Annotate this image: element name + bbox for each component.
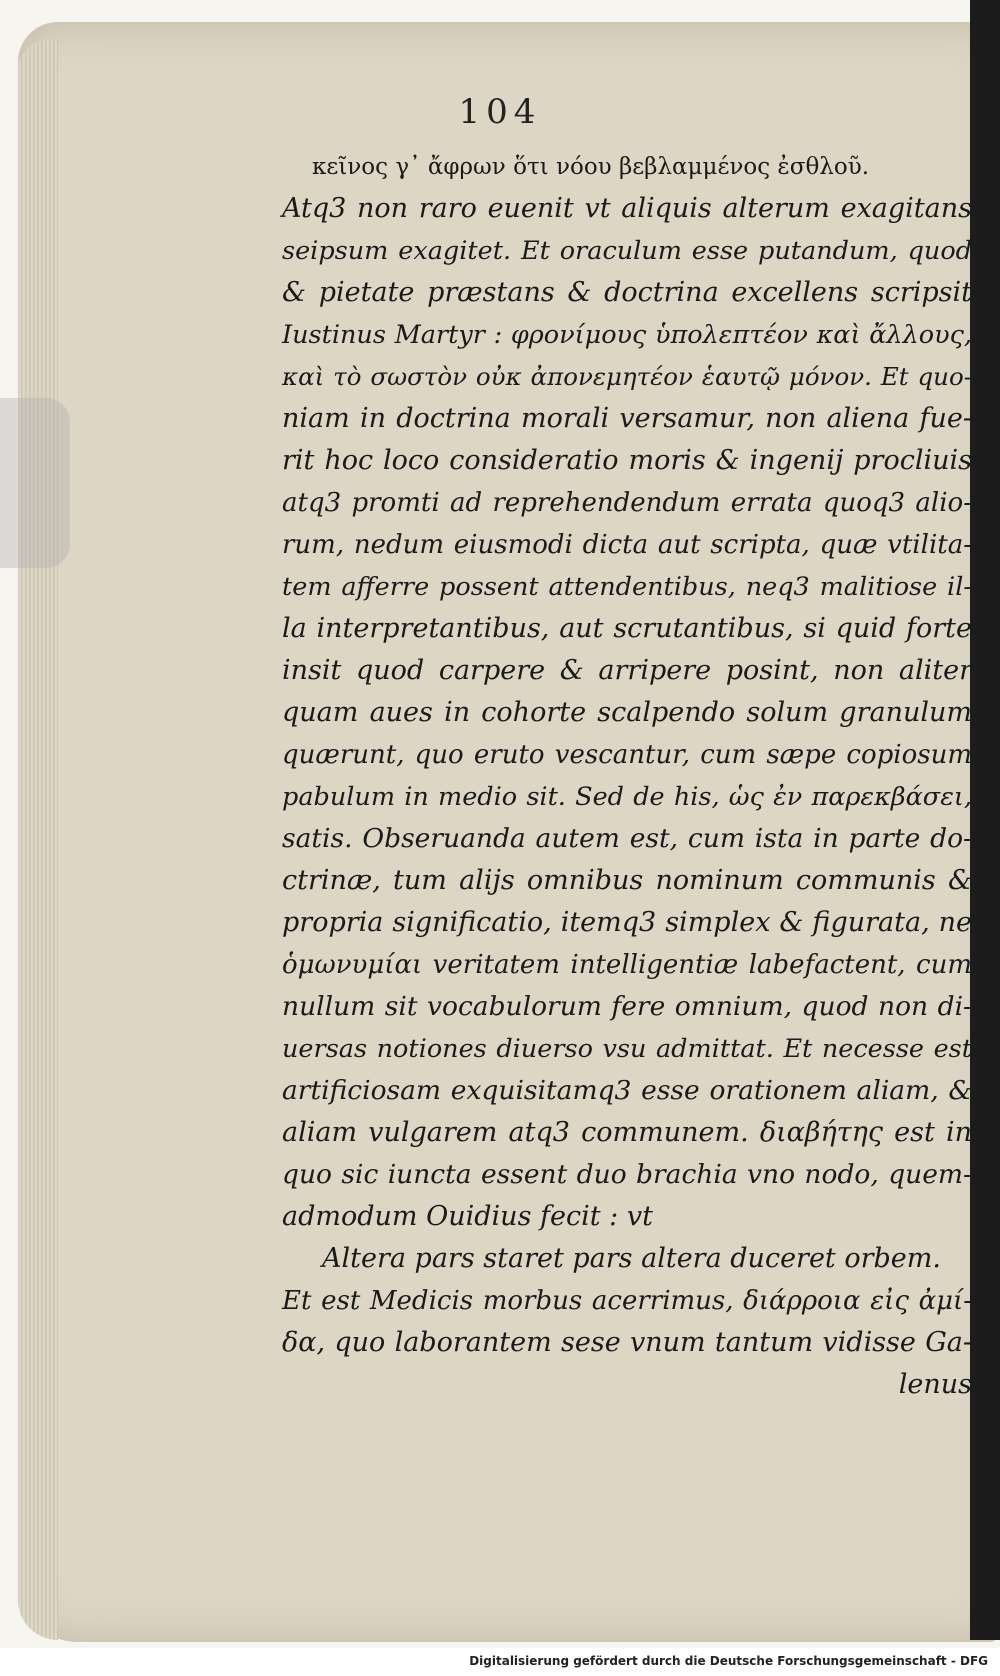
text-line: uersas notiones diuerso vsu admittat. Et necesse est xyxy=(282,1034,972,1064)
verse-line: Altera pars staret pars altera duceret orbem. xyxy=(322,1243,941,1274)
text-line: la interpretantibus, aut scrutantibus, si quid forte xyxy=(282,613,972,644)
footer-bar xyxy=(0,1648,1000,1676)
text-line: satis. Obseruanda autem est, cum ista in parte do- xyxy=(282,823,972,854)
text-line: ctrinæ, tum alijs omnibus nominum communis & xyxy=(282,865,972,896)
text-line: atq3 promti ad reprehendendum errata quoq3 alio- xyxy=(282,488,972,518)
text-line: quærunt, quo eruto vescantur, cum sæpe copiosum xyxy=(282,740,972,770)
text-line: propria significatio, itemq3 simplex & figurata, ne xyxy=(282,907,972,938)
text-line: admodum Ouidius fecit : vt xyxy=(282,1201,653,1232)
page-edges xyxy=(18,40,58,1640)
text-line: κεῖνος γ᾽ ἄφρων ὅτι νόου βεβλαμμένος ἐσθλοῦ. xyxy=(312,154,870,180)
text-line: nullum sit vocabulorum fere omnium, quod non di- xyxy=(282,991,972,1022)
text-line: δα, quo laborantem sese vnum tantum vidisse Ga- xyxy=(282,1327,972,1358)
text-line: & pietate præstans & doctrina excellens scripsit xyxy=(282,277,972,308)
text-line: artificiosam exquisitamq3 esse orationem aliam, & xyxy=(282,1075,972,1106)
text-line: καὶ τὸ σωστὸν οὐκ ἀπονεμητέον ἑαυτῷ μόνον. Et quo- xyxy=(282,362,972,391)
text-line: quam aues in cohorte scalpendo solum granulum xyxy=(282,697,972,728)
text-line: Et est Medicis morbus acerrimus, διάρροια εἰς ἀμί- xyxy=(282,1286,972,1316)
text-line: insit quod carpere & arripere posint, non aliter xyxy=(282,655,972,686)
text-line: rit hoc loco consideratio moris & ingenij procliuis xyxy=(282,445,972,476)
text-line: seipsum exagitet. Et oraculum esse putandum, quod xyxy=(282,236,972,266)
text-line: pabulum in medio sit. Sed de his, ὡς ἐν παρεκβάσει, xyxy=(282,782,972,812)
binding-shadow xyxy=(970,0,1000,1640)
text-line: ὁμωνυμίαι veritatem intelligentiæ labefactent, cum xyxy=(282,950,972,980)
text-line: Atq3 non raro euenit vt aliquis alterum exagitans xyxy=(282,193,972,224)
page-tab-marker xyxy=(0,398,70,568)
text-block xyxy=(282,146,972,1406)
text-line: quo sic iuncta essent duo brachia vno nodo, quem- xyxy=(282,1159,972,1190)
text-line: Iustinus Martyr : φρονίμους ὑπολεπτέον καὶ ἄλλους, xyxy=(282,320,972,350)
page-number: 104 xyxy=(458,92,542,132)
text-line: niam in doctrina morali versamur, non aliena fue- xyxy=(282,403,972,434)
catchword: lenus xyxy=(898,1369,972,1400)
text-line: rum, nedum eiusmodi dicta aut scripta, quæ vtilita- xyxy=(282,530,972,560)
digitization-credit: Digitalisierung gefördert durch die Deutsche Forschungsgemeinschaft - DFG xyxy=(469,1654,988,1668)
text-line: tem afferre possent attendentibus, neq3 malitiose il- xyxy=(282,572,972,602)
text-line: aliam vulgarem atq3 communem. διαβήτης est in xyxy=(282,1117,972,1148)
